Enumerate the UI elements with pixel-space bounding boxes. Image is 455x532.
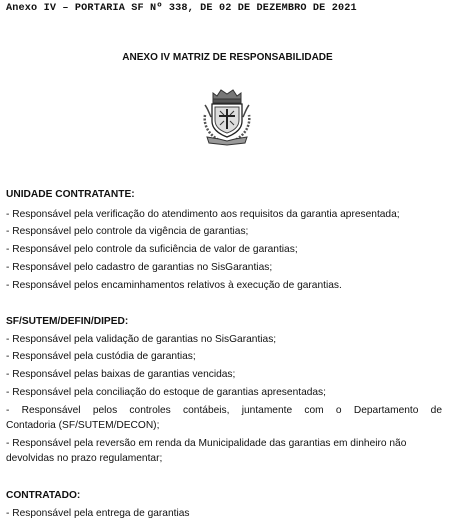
list-item: - Responsável pela conciliação do estoque de garantias apresentadas; xyxy=(6,387,326,398)
list-item: - Responsável pelos encaminhamentos relativos à execução de garantias. xyxy=(6,280,342,291)
section-heading-sf-sutem-defin-diped: SF/SUTEM/DEFIN/DIPED: xyxy=(6,316,129,327)
list-item: - Responsável pelos controles contábeis, juntamente com o Departamento de xyxy=(6,405,442,416)
list-item: - Responsável pelo controle da vigência de garantias; xyxy=(6,226,249,237)
list-item: - Responsável pelas baixas de garantias vencidas; xyxy=(6,369,236,380)
list-item: - Responsável pela entrega de garantias xyxy=(6,508,190,519)
list-item-continuation: Contadoria (SF/SUTEM/DECON); xyxy=(6,420,160,431)
list-item: - Responsável pelo cadastro de garantias no SisGarantias; xyxy=(6,262,273,273)
list-item: - Responsável pelo controle da suficiência de valor de garantias; xyxy=(6,244,298,255)
section-heading-unidade-contratante: UNIDADE CONTRATANTE: xyxy=(6,189,135,200)
coat-of-arms-seal xyxy=(199,85,255,147)
document-header: Anexo IV – PORTARIA SF Nº 338, DE 02 DE DEZEMBRO DE 2021 xyxy=(6,3,357,14)
list-item: - Responsável pela validação de garantias no SisGarantias; xyxy=(6,334,277,345)
list-item-continuation: devolvidas no prazo regulamentar; xyxy=(6,453,163,464)
list-item: - Responsável pela reversão em renda da Municipalidade das garantias em dinheiro não xyxy=(6,438,407,449)
page-title: ANEXO IV MATRIZ DE RESPONSABILIDADE xyxy=(122,52,333,63)
list-item: - Responsável pela verificação do atendimento aos requisitos da garantia apresentada; xyxy=(6,209,400,220)
section-heading-contratado: CONTRATADO: xyxy=(6,490,81,501)
list-item: - Responsável pela custódia de garantias; xyxy=(6,351,196,362)
